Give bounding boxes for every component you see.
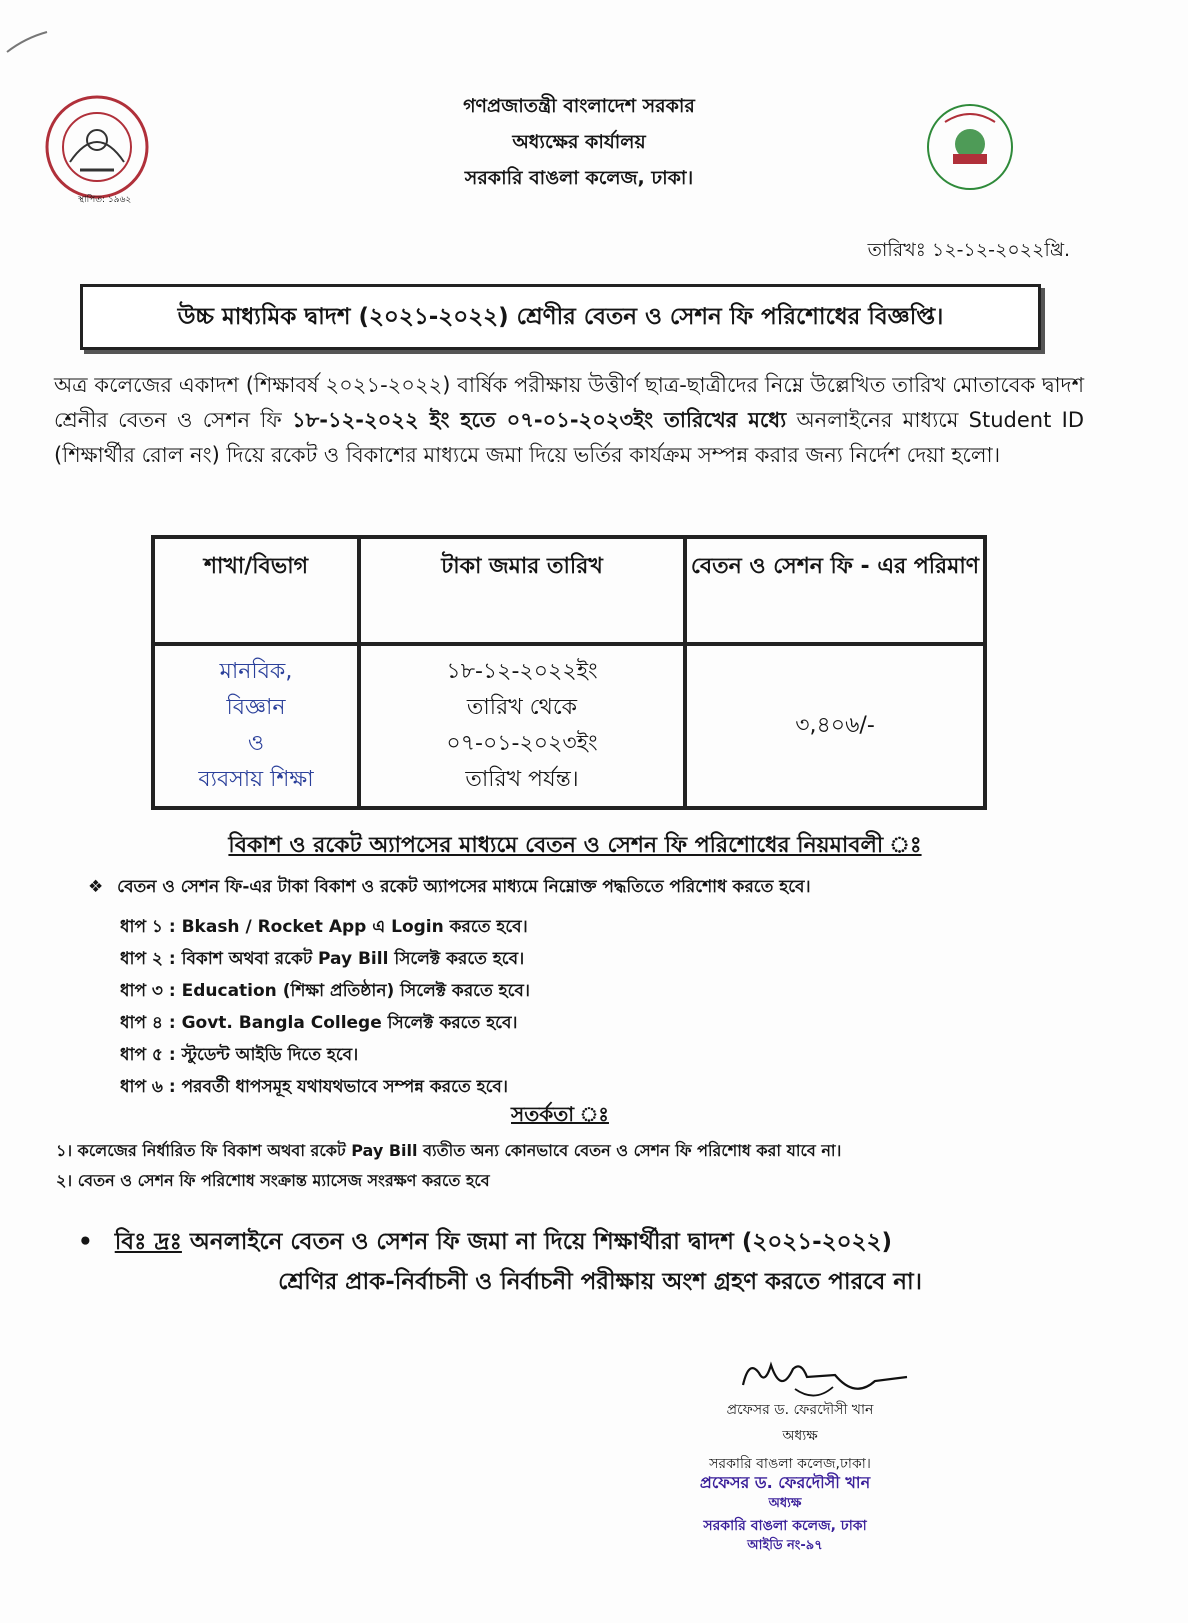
signature-role: অধ্যক্ষ <box>782 1428 818 1444</box>
signature-name: প্রফেসর ড. ফেরদৌসী খান <box>726 1402 874 1418</box>
note-text-1: অনলাইনে বেতন ও সেশন ফি জমা না দিয়ে শিক্ষার্থীরা দ্বাদশ (২০২১-২০২২) <box>181 1229 893 1255</box>
notice-date: তারিখঃ ১২-১২-২০২২খ্রি. <box>867 239 1070 261</box>
fee-table <box>151 535 987 810</box>
date-line: তারিখ থেকে <box>466 695 578 720</box>
note-label: বিঃ দ্রঃ <box>114 1229 182 1255</box>
notice-title-box <box>80 284 1041 350</box>
step-3: ধাপ ৩ : Education (শিক্ষা প্রতিষ্ঠান) সিলেক্ট করতে হবে। <box>120 981 530 1001</box>
caution-heading: সতর্কতা ঃ <box>511 1102 609 1126</box>
note-line-2: শ্রেণির প্রাক-নির্বাচনী ও নির্বাচনী পরীক্ষায় অংশ গ্রহণ করতে পারবে না। <box>278 1269 922 1295</box>
note-line-1 <box>78 1222 1078 1262</box>
govt-heading: গণপ্রজাতন্ত্রী বাংলাদেশ সরকার <box>463 95 695 117</box>
step-6: ধাপ ৬ : পরবর্তী ধাপসমূহ যথাযথভাবে সম্পন্ন করতে হবে। <box>120 1077 508 1097</box>
notice-title: উচ্চ মাধ্যমিক দ্বাদশ (২০২১-২০২২) শ্রেণীর বেতন ও সেশন ফি পরিশোধের বিজ্ঞপ্তি। <box>177 303 944 330</box>
date-line: তারিখ পর্যন্ত। <box>465 767 579 792</box>
step-2: ধাপ ২ : বিকাশ অথবা রকেট Pay Bill সিলেক্ট করতে হবে। <box>120 949 525 969</box>
notice-paragraph <box>54 368 1084 473</box>
header-date: টাকা জমার তারিখ <box>359 537 685 644</box>
logo-estd-label: স্থাপিত: ১৯৬২ <box>78 195 132 205</box>
stamp-name: প্রফেসর ড. ফেরদৌসী খান <box>699 1473 871 1492</box>
date-line: ০৭-০১-২০২৩ইং <box>446 731 598 756</box>
rules-intro <box>88 874 1088 902</box>
stamp-org: সরকারি বাঙলা কলেজ, ঢাকা <box>703 1518 867 1534</box>
stamp-role: অধ্যক্ষ <box>768 1496 802 1511</box>
step-5: ধাপ ৫ : স্টুডেন্ট আইডি দিতে হবে। <box>120 1045 359 1065</box>
date-cell <box>359 644 685 808</box>
rules-heading: বিকাশ ও রকেট অ্যাপসের মাধ্যমে বেতন ও সেশন ফি পরিশোধের নিয়মাবলী ঃ <box>228 833 922 858</box>
note-bullet: • <box>78 1229 93 1255</box>
step-4: ধাপ ৪ : Govt. Bangla College সিলেক্ট করতে হবে। <box>120 1013 518 1033</box>
header-dept: শাখা/বিভাগ <box>153 537 359 644</box>
table-row <box>153 644 985 808</box>
dept-line: ব্যবসায় শিক্ষা <box>198 767 314 792</box>
paragraph-deadline: ১৮-১২-২০২২ ইং হতে ০৭-০১-২০২৩ইং তারিখের মধ্যে <box>292 408 787 432</box>
dept-line: মানবিক, <box>219 659 293 684</box>
rules-intro-text: বেতন ও সেশন ফি-এর টাকা বিকাশ ও রকেট অ্যাপসের মাধ্যমে নিম্নোক্ত পদ্ধতিতে পরিশোধ করতে হবে। <box>117 877 811 897</box>
signature-org: সরকারি বাঙলা কলেজ,ঢাকা। <box>709 1456 871 1472</box>
caution-item-2: ২। বেতন ও সেশন ফি পরিশোধ সংক্রান্ত ম্যাসেজ সংরক্ষণ করতে হবে <box>56 1171 490 1190</box>
stamp-id: আইডি নং-৯৭ <box>747 1538 823 1553</box>
dept-line: বিজ্ঞান <box>226 695 286 720</box>
step-1: ধাপ ১ : Bkash / Rocket App এ Login করতে হবে। <box>120 917 528 937</box>
amount-cell: ৩,৪০৬/- <box>685 644 985 808</box>
office-heading: অধ্যক্ষের কার্যালয় <box>512 131 646 153</box>
diamond-bullet-icon: ❖ <box>88 877 104 897</box>
header-amount: বেতন ও সেশন ফি - এর পরিমাণ <box>685 537 985 644</box>
date-line: ১৮-১২-২০২২ইং <box>446 659 598 684</box>
paragraph-part1: অত্র কলেজের একাদশ (শিক্ষাবর্ষ ২০২১-২০২২) বার্ষিক পরীক্ষায় উত্তীর্ণ ছাত্র-ছাত্রীদের নিম্নে উল্লেখিত তারিখ মোতাবেক দ্বাদশ শ্রেনীর বেতন ও সেশন ফি <box>54 373 1084 432</box>
paragraph-part2: অনলাইনের মাধ্যমে Student ID (শিক্ষার্থীর রোল নং) দিয়ে রকেট ও বিকাশের মাধ্যমে জমা দিয়ে ভর্তির কার্যক্রম সম্পন্ন করার জন্য নির্দেশ দেয়া হলো। <box>54 408 1085 467</box>
caution-item-1: ১। কলেজের নির্ধারিত ফি বিকাশ অথবা রকেট Pay Bill ব্যতীত অন্য কোনভাবে বেতন ও সেশন ফি পরিশোধ করা যাবে না। <box>56 1141 842 1160</box>
college-seal-icon <box>40 92 155 207</box>
dept-cell <box>153 644 359 808</box>
dept-line: ও <box>247 731 265 756</box>
pen-mark <box>5 28 50 56</box>
college-heading: সরকারি বাঙলা কলেজ, ঢাকা। <box>464 167 694 189</box>
table-header-row <box>153 537 985 644</box>
education-emblem-icon <box>925 102 1015 192</box>
